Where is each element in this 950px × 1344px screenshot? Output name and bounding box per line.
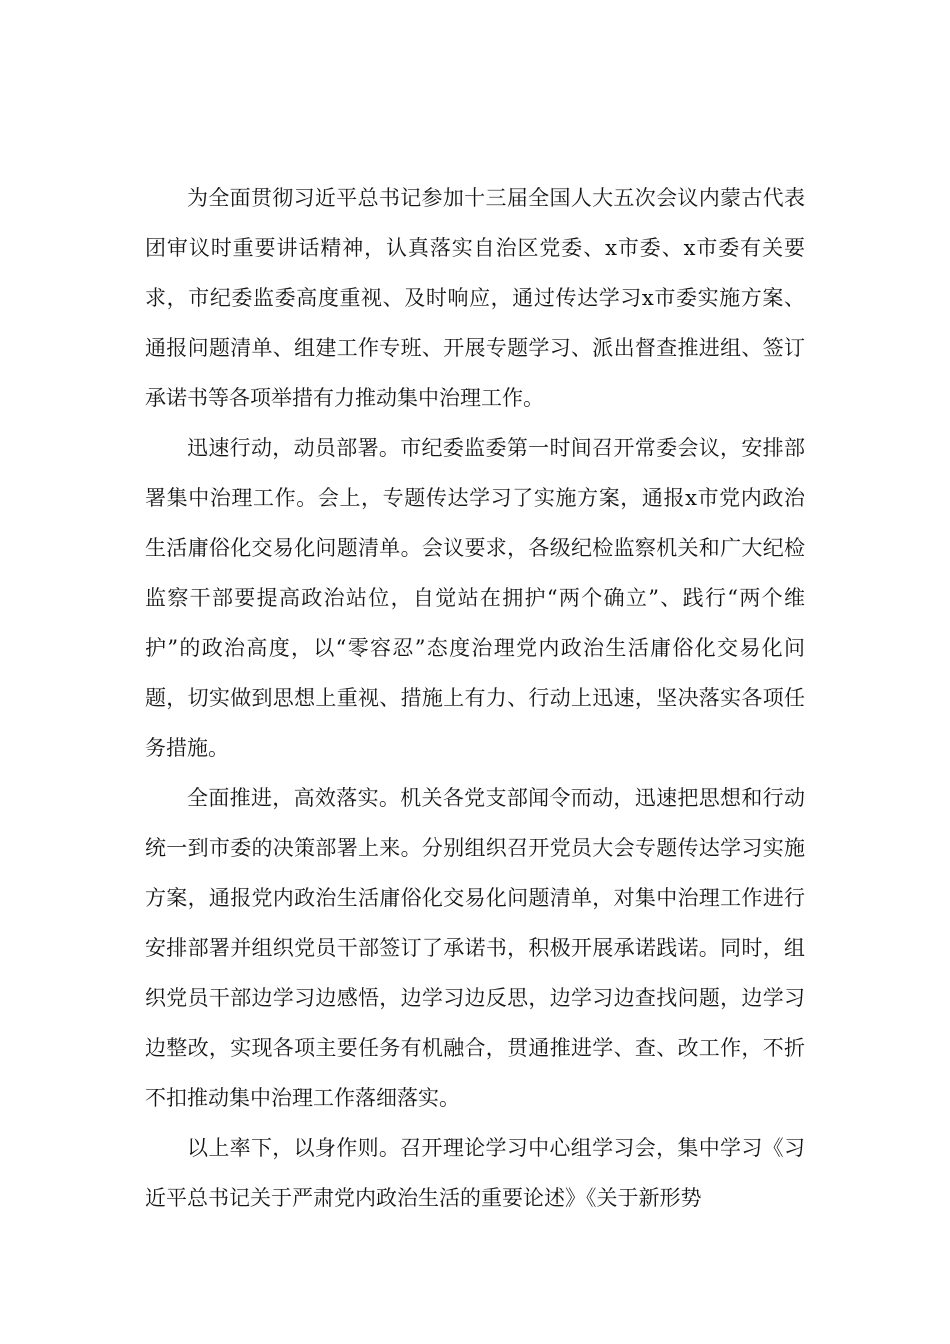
paragraph-intro: 为全面贯彻习近平总书记参加十三届全国人大五次会议内蒙古代表团审议时重要讲话精神，认真落实自治区党委、x市委、x市委有关要求，市纪委监委高度重视、及时响应，通过传达学习x市委实施方案、通报问题清单、组建工作专班、开展专题学习、派出督查推进组、签订承诺书等各项举措有力推动集中治理工作。 [145, 186, 805, 410]
paragraph-implementation: 全面推进，高效落实。机关各党支部闻令而动，迅速把思想和行动统一到市委的决策部署上来。分别组织召开党员大会专题传达学习实施方案，通报党内政治生活庸俗化交易化问题清单，对集中治理工作进行安排部署并组织党员干部签订了承诺书，积极开展承诺践诺。同时，组织党员干部边学习边感悟，边学习边反思，边学习边查找问题，边学习边整改，实现各项主要任务有机融合，贯通推进学、查、改工作，不折不扣推动集中治理工作落细落实。 [145, 786, 805, 1110]
paragraph-mobilization: 迅速行动，动员部署。市纪委监委第一时间召开常委会议，安排部署集中治理工作。会上，专题传达学习了实施方案，通报x市党内政治生活庸俗化交易化问题清单。会议要求，各级纪检监察机关和广大纪检监察干部要提高政治站位，自觉站在拥护“两个确立”、践行“两个维护”的政治高度，以“零容忍”态度治理党内政治生活庸俗化交易化问题，切实做到思想上重视、措施上有力、行动上迅速，坚决落实各项任务措施。 [145, 436, 805, 760]
document-body [145, 173, 805, 1223]
paragraph-leadership: 以上率下，以身作则。召开理论学习中心组学习会，集中学习《习近平总书记关于严肃党内政治生活的重要论述》《关于新形势 [145, 1136, 805, 1210]
